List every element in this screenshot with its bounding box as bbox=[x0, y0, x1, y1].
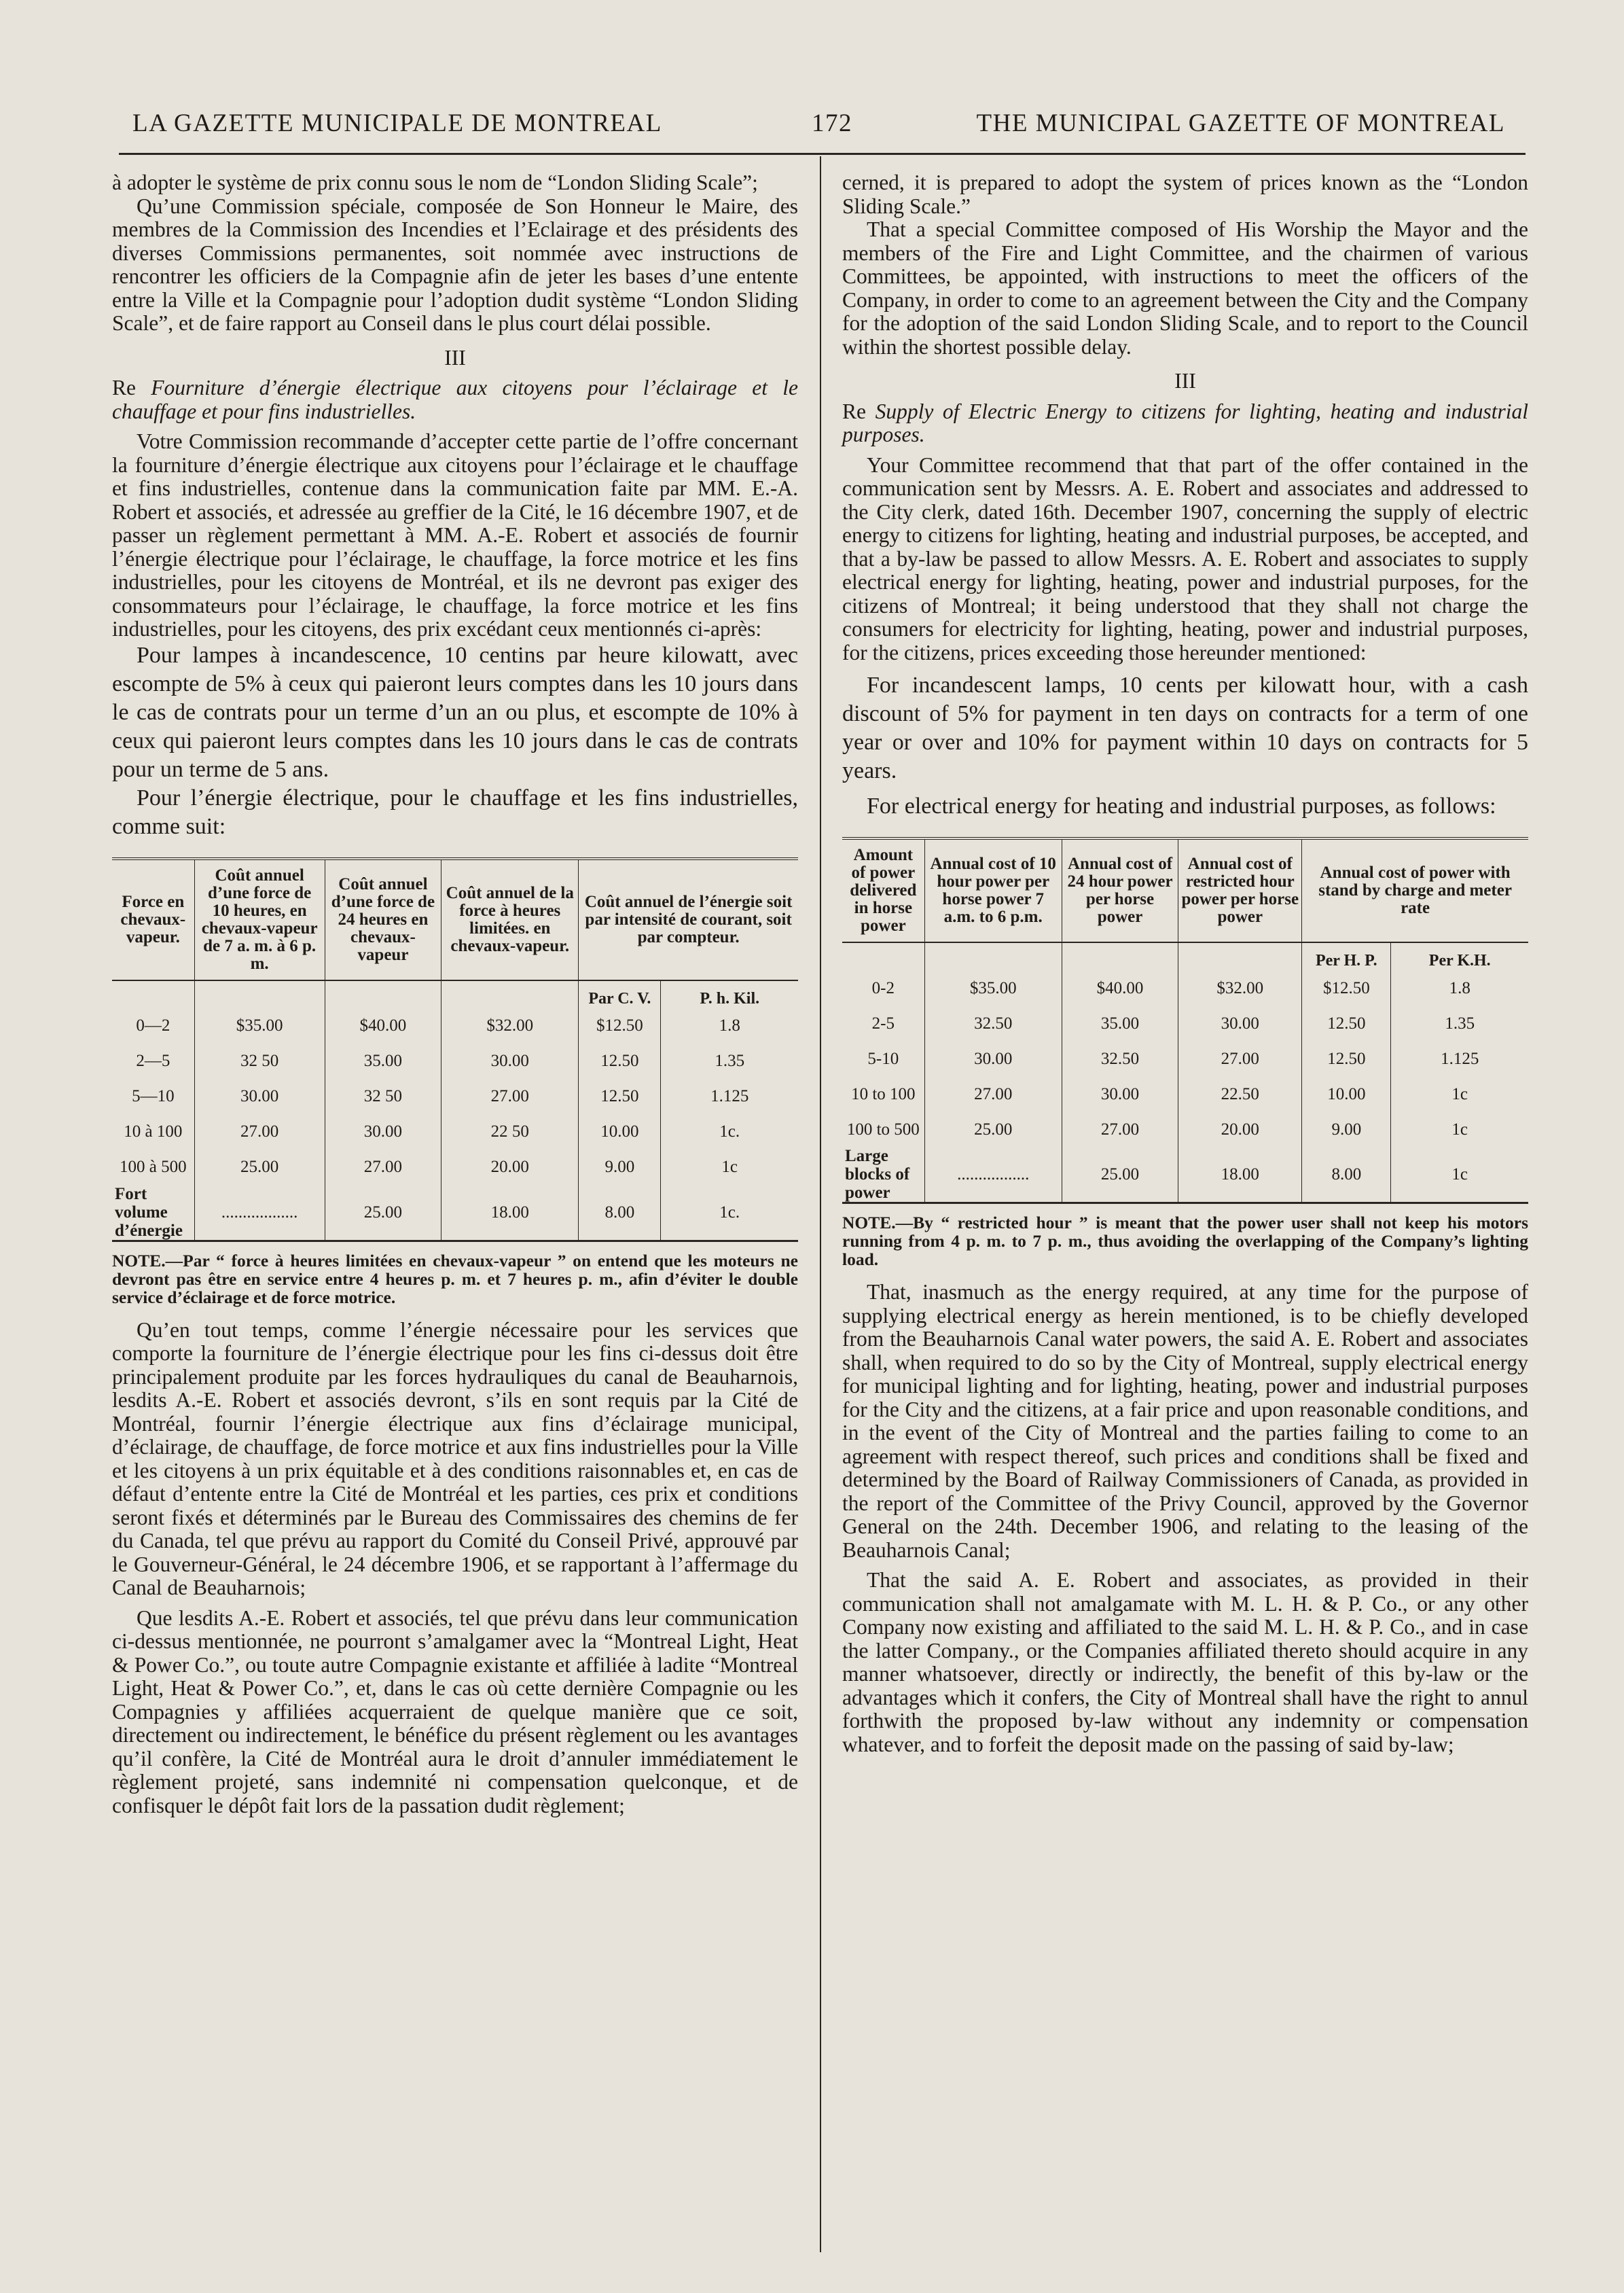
running-header bbox=[132, 109, 1505, 149]
en-header-amount: Amount of power delivered in horse power bbox=[842, 838, 924, 942]
english-column bbox=[842, 171, 1528, 1756]
fr-paragraph-1: à adopter le système de prix connu sous le nom de “London Sliding Scale”; bbox=[112, 171, 758, 194]
table-row: 100 to 500 25.00 27.00 20.00 9.00 1c bbox=[842, 1112, 1528, 1147]
fr-paragraph-3: Votre Commission recommande d’accepter cette partie de l’offre concernant la fourniture d’énergie électrique aux citoyens pour l’éclairage et le chauffage et fins industrielles, contenue dans la communication faite par MM. E.-A. Robert et associés, et adressée au greffier de la Cité, le 16 décembre 1907, et de passer un règlement permettant à MM. A.-E. Robert et associés de fournir l’énergie électrique pour l’éclairage, le chauffage, la force motrice et les fins industrielles, pour les citoyens de Montréal, et ils ne devront pas exiger des consommateurs pour l’éclairage, le chauffage, la force motrice et les fins industrielles, pour les citoyens, des prix excédant ceux mentionnés ci-après: bbox=[112, 429, 798, 641]
fr-paragraph-7: Que lesdits A.-E. Robert et associés, tel que prévu dans leur communication ci-dessus mentionnée, ne pourront s’amalgamer avec la “Montreal Light, Heat & Power Co.”, ou toute autre Compagnie existante et affiliée à ladite “Montreal Light, Heat & Power Co.”, et, dans le cas où cette dernière Compagnie ou les Compagnies y affiliées acquerraient de quelque manière que ce soit, directement ou indirectement, le bénéfice du présent règlement ou les avantages qu’il confère, la Cité de Montréal aura le droit d’annuler immédiatement le règlement projeté, sans indemnité ni compensation quelconque, et de confisquer le dépôt fait lors de la passation dudit règlement; bbox=[112, 1605, 798, 1817]
en-header-24h: Annual cost of 24 hour power per horse power bbox=[1062, 838, 1178, 942]
fr-header-meter: Coût annuel de l’énergie soit par intensité de courant, soit par compteur. bbox=[579, 859, 798, 980]
page-number: 172 bbox=[812, 109, 852, 137]
en-paragraph-2: That a special Committee composed of His Worship the Mayor and the members of the Fire and Light Committee, and the chairmen of various Committees, be appointed, with instructions to meet the officers of the Company, in order to come to an agreement between the City and the Company for the adoption of the said London Sliding Scale, and to report to the Council within the shortest possible delay. bbox=[842, 217, 1528, 359]
en-sub-per-kh: Per K.H. bbox=[1391, 942, 1528, 970]
fr-section-number: III bbox=[444, 345, 466, 370]
header-title-english: THE MUNICIPAL GAZETTE OF MONTREAL bbox=[976, 109, 1505, 137]
fr-paragraph-6: Qu’en tout temps, comme l’énergie nécessaire pour les services que comporte la fourniture de l’énergie électrique pour les fins ci-dessus doit être principalement produite par les forces hydrauliques du canal de Beauharnois, lesdits A.-E. Robert et associés devront, s’ils en sont requis par la Cité de Montréal, fournir l’énergie électrique aux fins d’éclairage municipal, d’éclairage, de chauffage, de force motrice et aux fins industrielles pour la Ville et les citoyens à un prix équitable et à des conditions raisonnables et, en cas de défaut d’entente entre la Cité de Montréal et les parties, ces prix et conditions seront fixés et déterminés par le Bureau des Commissaires des chemins de fer du Canada, tel que prévu au rapport du Comité du Conseil Privé, approuvé par le Gouverneur-Général, le 24 décembre 1906, et se rapportant à l’affermage du Canal de Beauharnois; bbox=[112, 1317, 798, 1599]
column-divider bbox=[820, 156, 821, 2252]
fr-header-force: Force en chevaux-vapeur. bbox=[112, 859, 194, 980]
table-row: 10 to 100 27.00 30.00 22.50 10.00 1c bbox=[842, 1076, 1528, 1112]
table-row: 5—10 30.00 32 50 27.00 12.50 1.125 bbox=[112, 1079, 798, 1114]
fr-sub-per-kh: P. h. Kil. bbox=[661, 980, 798, 1008]
table-row: 0—2 $35.00 $40.00 $32.00 $12.50 1.8 bbox=[112, 1008, 798, 1044]
en-section-heading bbox=[842, 400, 1528, 447]
fr-table-header-row bbox=[112, 859, 798, 980]
en-table-subheader-row bbox=[842, 942, 1528, 970]
en-paragraph-4: For incandescent lamps, 10 cents per kilowatt hour, with a cash discount of 5% for payment in ten days on contracts for a term of one year or over and 10% for payment within 10 days on contracts for 5 years. bbox=[842, 673, 1528, 783]
fr-rates-table bbox=[112, 857, 798, 1242]
fr-paragraph-4: Pour lampes à incandescence, 10 centins par heure kilowatt, avec escompte de 5% à ceux qui paieront leurs comptes dans les 10 jours dans le cas de contrats pour un terme d’un an ou plus, et escompte de 10% à ceux qui paieront leurs comptes dans les 10 jours dans le cas de contrats pour un terme de 5 ans. bbox=[112, 642, 798, 782]
en-header-10h: Annual cost of 10 hour power per horse power 7 a.m. to 6 p.m. bbox=[924, 838, 1062, 942]
table-row: 2—5 32 50 35.00 30.00 12.50 1.35 bbox=[112, 1044, 798, 1079]
en-header-meter: Annual cost of power with stand by charge and meter rate bbox=[1302, 838, 1528, 942]
fr-paragraph-5: Pour l’énergie électrique, pour le chauffage et les fins industrielles, comme suit: bbox=[112, 785, 798, 839]
fr-section-title: Fourniture d’énergie électrique aux citoyens pour l’éclairage et le chauffage et pour fins industrielles. bbox=[112, 376, 798, 423]
en-paragraph-1: cerned, it is prepared to adopt the system of prices known as the “London Sliding Scale.” bbox=[842, 171, 1528, 218]
en-rates-table bbox=[842, 837, 1528, 1204]
french-column bbox=[112, 171, 798, 1817]
fr-header-10h: Coût annuel d’une force de 10 heures, en chevaux-vapeur de 7 a. m. à 6 p. m. bbox=[194, 859, 325, 980]
table-row: Large blocks of power ................. 25.00 18.00 8.00 1c bbox=[842, 1147, 1528, 1203]
fr-sub-per-hp: Par C. V. bbox=[579, 980, 661, 1008]
en-section-number: III bbox=[1174, 369, 1196, 393]
en-paragraph-5: For electrical energy for heating and industrial purposes, as follows: bbox=[867, 794, 1496, 819]
fr-header-24h: Coût annuel d’une force de 24 heures en chevaux-vapeur bbox=[325, 859, 441, 980]
table-row: 0-2 $35.00 $40.00 $32.00 $12.50 1.8 bbox=[842, 970, 1528, 1006]
fr-table-subheader-row bbox=[112, 980, 798, 1008]
en-table-note: NOTE.—By “ restricted hour ” is meant that the power user shall not keep his motors running from 4 p. m. to 7 p. m., thus avoiding the overlapping of the Company’s lighting load. bbox=[842, 1213, 1528, 1269]
fr-section-heading bbox=[112, 376, 798, 423]
en-header-restricted: Annual cost of restricted hour power per horse power bbox=[1178, 838, 1302, 942]
en-table-header-row bbox=[842, 838, 1528, 942]
header-title-french: LA GAZETTE MUNICIPALE DE MONTREAL bbox=[132, 109, 662, 137]
fr-re-prefix: Re bbox=[112, 376, 136, 399]
en-section-title: Supply of Electric Energy to citizens for lighting, heating and industrial purposes. bbox=[842, 399, 1529, 446]
en-paragraph-7: That the said A. E. Robert and associates, as provided in their communication shall not amalgamate with M. L. H. & P. Co., or any other Company now existing and affiliated to the said M. L. H. & P. Co., and in case the latter Company., or the Companies affiliated thereto should acquire in any manner whatsoever, directly or indirectly, the benefit of this by-law or the advantages which it confers, the City of Montreal shall have the right to annul forthwith the proposed by-law without any indemnity or compensation whatever, and to forfeit the deposit made on the passing of said by-law; bbox=[842, 1568, 1528, 1756]
en-sub-per-hp: Per H. P. bbox=[1302, 942, 1391, 970]
header-rule bbox=[119, 153, 1526, 155]
en-re-prefix: Re bbox=[842, 399, 866, 423]
table-row: 2-5 32.50 35.00 30.00 12.50 1.35 bbox=[842, 1006, 1528, 1041]
table-row: 100 à 500 25.00 27.00 20.00 9.00 1c bbox=[112, 1150, 798, 1185]
fr-paragraph-2: Qu’une Commission spéciale, composée de Son Honneur le Maire, des membres de la Commission des Incendies et l’Eclairage et des présidents des diverses Commissions permanentes, soit nommée avec instructions de rencontrer les officiers de la Compagnie afin de jeter les bases d’une entente entre la Ville et la Compagnie pour l’adoption dudit système “London Sliding Scale”, et de faire rapport au Conseil dans le plus court délai possible. bbox=[112, 194, 798, 335]
fr-table-note: NOTE.—Par “ force à heures limitées en chevaux-vapeur ” on entend que les moteurs ne devront pas être en service entre 4 heures p. m. et 7 heures p. m., afin d’éviter le double service d’éclairage et de force motrice. bbox=[112, 1250, 798, 1307]
table-row: 5-10 30.00 32.50 27.00 12.50 1.125 bbox=[842, 1041, 1528, 1076]
table-row: Fort volume d’énergie .................. 25.00 18.00 8.00 1c. bbox=[112, 1185, 798, 1241]
en-paragraph-6: That, inasmuch as the energy required, at any time for the purpose of supplying electrical energy as herein mentioned, is to be chiefly developed from the Beauharnois Canal water powers, the said A. E. Robert and associates shall, when required to do so by the City of Montreal, supply electrical energy for municipal lighting and for lighting, heating, power and industrial purposes for the City and the citizens, at a fair price and upon reasonable conditions, and in the event of the City of Montreal and the parties failing to come to an agreement with respect thereof, such prices and conditions shall be fixed and determined by the Board of Railway Commissioners of Canada, as provided in the report of the Committee of the Privy Council, approved by the Governor General on the 24th. December 1906, and relating to the leasing of the Beauharnois Canal; bbox=[842, 1280, 1528, 1562]
table-row: 10 à 100 27.00 30.00 22 50 10.00 1c. bbox=[112, 1114, 798, 1150]
fr-header-limited: Coût annuel de la force à heures limitées. en chevaux-vapeur. bbox=[441, 859, 579, 980]
en-paragraph-3: Your Committee recommend that that part of the offer contained in the communication sent by Messrs. A. E. Robert and associates and addressed to the City clerk, dated 16th. December 1907, concerning the supply of electric energy to citizens for lighting, heating and industrial purposes, be accepted, and that a by-law be passed to allow Messrs. A. E. Robert and associates to supply electrical energy for lighting, heating, power and industrial purposes, for the citizens of Montreal; it being understood that they shall not charge the consumers for electricity for lighting, heating, power and industrial purposes, for the citizens, prices exceeding those hereunder mentioned: bbox=[842, 452, 1528, 664]
